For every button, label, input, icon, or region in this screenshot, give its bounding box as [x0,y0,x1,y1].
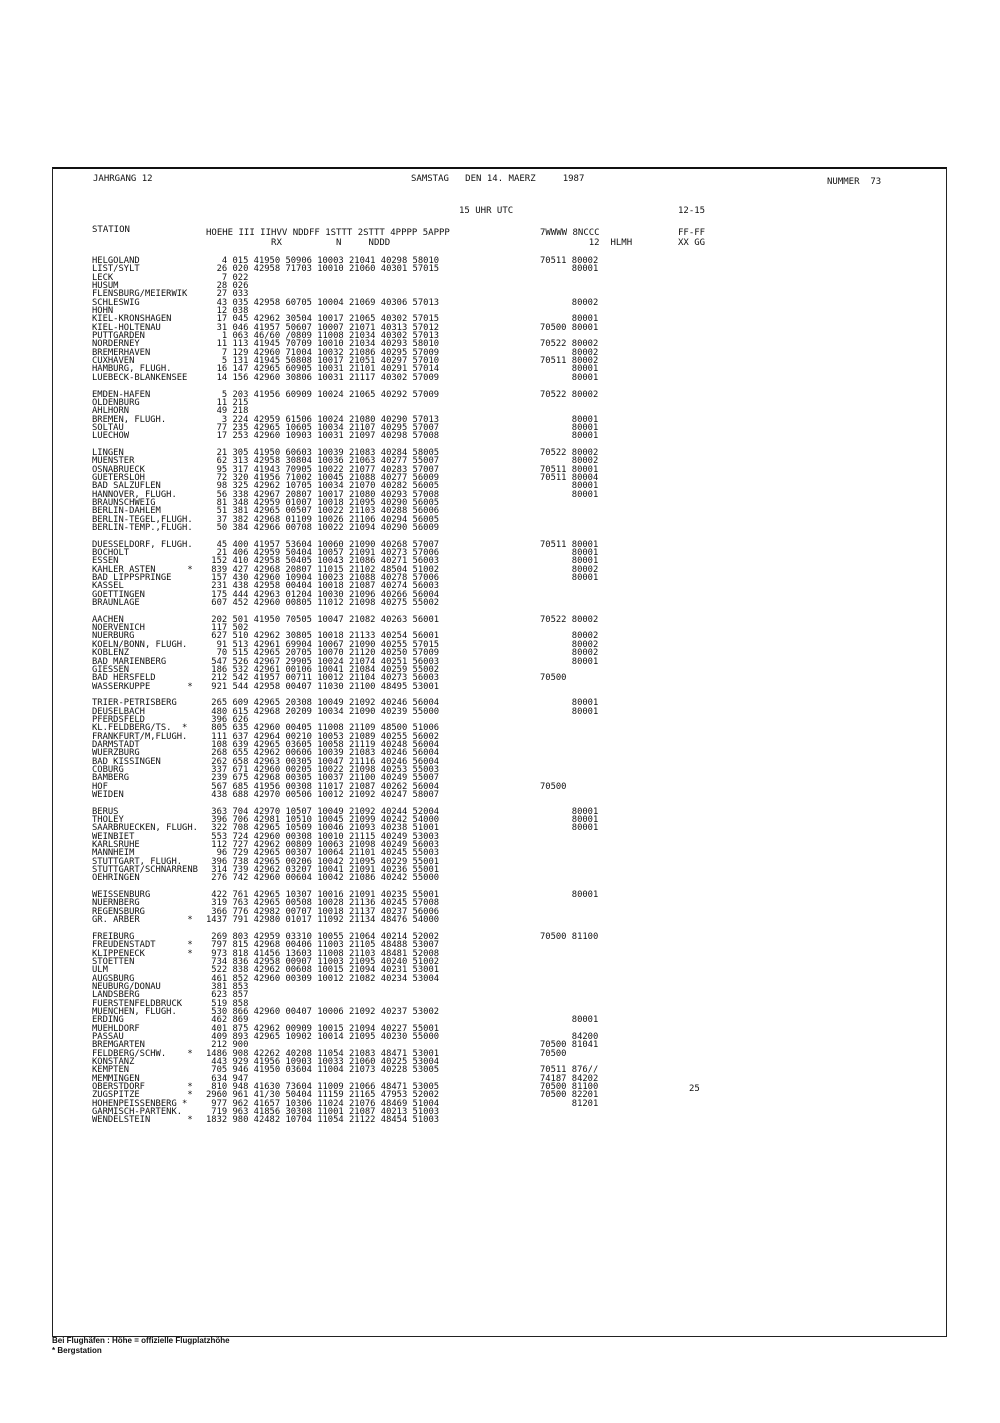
code-column-header: HOEHE III IIHVV NDDFF 1STTT 2STTT 4PPPP 5APPP [206,228,450,238]
wind-gust-subheader: FF-FF [678,228,706,238]
volume-label: JAHRGANG 12 [93,174,153,184]
observation-time: 15 UHR UTC [459,206,514,216]
issue-number: NUMMER 73 [827,177,882,187]
weather-column-subheader: 12 HLMH [540,238,633,248]
wind-gust-units: XX GG [678,238,706,248]
footnote-airport-height: Bei Flughäfen : Höhe = offizielle Flugplatzhöhe [52,1336,230,1345]
wind-gust-header: 12-15 [678,206,706,216]
observation-code-list: 4 015 41950 50906 10003 21041 40298 58010 26 020 42958 71703 10010 21060 40301 57015 7 022 28 026 27 033 43 035 42958 60705 10004 21069 40306 57013 12 038 17 045 42962 30504 10017 21065 40302 57015 31 046 41957 50607 10007 21071 40313 57012 1 063 46/60 /0809 11008 21034 40302 57013 11 113 41945 70709 10010 21034 40293 58010 7 129 42960 71004 10032 21086 40295 57009 5 131 41945 50808 10017 21051 40297 57010 16 147 42965 60905 10031 21101 40291 57014 14 156 42960 30806 10031 21117 40302 57009 5 203 41956 60909 10024 21065 40292 57009 11 215 49 218 3 224 42959 61506 10024 21080 40290 57013 77 235 42965 10605 10034 21107 40295 57007 17 253 42960 10903 10031 21097 40298 57008 21 305 41950 60603 10039 21083 40284 58005 62 313 42958 30804 10036 21063 40277 55007 95 317 41943 70905 10022 21077 40283 57007 72 320 41956 71002 10045 21088 40277 56009 98 325 42962 10705 10034 21070 40282 56005 56 338 42967 20807 10017 21080 40293 57008 81 348 42959 01007 10018 21095 40290 56005 51 381 42965 00507 10022 21103 40288 56006 37 382 42968 01109 10026 21106 40294 56005 50 384 42966 00708 10022 21094 40290 56009 45 400 41957 53604 10060 21090 40268 57007 21 406 42959 50404 10057 21091 40273 57006 152 410 42958 50405 10043 21086 40271 56003 839 427 42968 20807 11015 21102 48504 51002 157 430 42960 10904 10023 21088 40278 57006 231 438 42958 00404 10018 21087 40274 56003 175 444 42963 01204 10030 21096 40266 56004 607 452 42960 00805 11012 21098 40275 55002 202 501 41950 70505 10047 21082 40263 56001 117 502 627 510 42962 30805 10018 21133 40254 56001 91 513 42961 69904 10067 21090 40255 57015 70 515 42965 20705 10070 21120 40250 57009 547 526 42967 29905 10024 21074 40251 56003 186 532 42961 00106 10041 21084 40259 55002 212 542 41957 00711 10012 21104 40273 56003 921 544 42958 00407 11030 21100 48495 53001 265 609 42965 20308 10049 21092 40246 56004 480 615 42968 20209 10034 21090 40239 55000 396 626 805 635 42960 00405 11008 21109 48500 51006 111 637 42964 00210 10053 21089 40255 56002 108 639 42965 03605 10058 21119 40248 56004 268 655 42962 00606 10039 21083 40246 56004 262 658 42963 00305 10047 21116 40246 56004 337 671 42960 00205 10022 21098 40253 55003 239 675 42968 00305 10037 21100 40249 55007 567 685 41956 00308 11017 21087 40262 56004 438 688 42970 00506 10012 21092 40247 58007 363 704 42970 10507 10049 21092 40244 52004 396 706 42981 10510 10045 21099 40242 54000 322 708 42965 10509 10046 21093 40238 51001 553 724 42960 00308 10010 21115 40249 53003 112 727 42962 00809 10063 21098 40249 56003 96 729 42965 00307 10064 21101 40245 55003 396 738 42965 00206 10042 21095 40229 55001 314 739 42962 03207 10041 21091 40236 55001 276 742 42960 00604 10042 21086 40242 55000 422 761 42965 10307 10016 21091 40235 55001 319 763 42965 00508 10028 21136 40245 57008 366 776 42982 00707 10018 21137 40237 56006 1437 791 42980 01017 11092 21134 48476 54000 269 803 42959 03310 10055 21064 40214 52002 797 815 42968 00406 11003 21105 48488 53007 973 818 41456 13603 11008 21103 48481 52008 734 836 42958 00907 11003 21095 40240 51002 522 838 42962 00608 10015 21094 40231 53001 461 852 42960 00309 10012 21082 40234 53004 381 853 623 857 519 858 530 866 42960 00407 10006 21092 40237 53002 462 869 401 875 42962 00909 10015 21094 40227 55001 409 893 42965 10902 10014 21095 40230 55000 212 900 1486 908 42262 40208 11054 21083 48471 53001 443 929 41956 10903 10033 21060 40225 53004 705 946 41950 03604 11004 21073 40228 53005 634 947 810 948 41630 73604 11009 21066 48471 53005 2960 961 41/30 50404 11159 21165 47953 52002 977 962 41657 10306 11024 21076 48469 51004 719 963 41856 30308 11001 21087 40213 51003 1832 980 42482 10704 11054 21122 48454 51003 [206,256,440,1126]
footnote-mountain-station: * Bergstation [52,1345,102,1355]
station-name-list: HELGOLAND LIST/SYLT LECK HUSUM FLENSBURG/MEIERWIK SCHLESWIG HOHN KIEL-KRONSHAGEN KIEL-HOLTENAU PUTTGARDEN NORDERNEY BREMERHAVEN CUXHAVEN HAMBURG, FLUGH. LUEBECK-BLANKENSEE EMDEN-HAFEN OLDENBURG AHLHORN BREMEN, FLUGH. SOLTAU LUECHOW LINGEN MUENSTER OSNABRUECK GUETERSLOH BAD SALZUFLEN HANNOVER, FLUGH. BRAUNSCHWEIG BERLIN-DAHLEM BERLIN-TEGEL,FLUGH. BERLIN-TEMP.,FLUGH. DUESSELDORF, FLUGH. BOCHOLT ESSEN KAHLER ASTEN * BAD LIPPSPRINGE KASSEL GOETTINGEN BRAUNLAGE AACHEN NOERVENICH NUERBURG KOELN/BONN, FLUGH. KOBLENZ BAD MARIENBERG GIESSEN BAD HERSFELD WASSERKUPPE * TRIER-PETRISBERG DEUSELBACH PFERDSFELD KL.FELDBERG/TS. * FRANKFURT/M,FLUGH. DARMSTADT WUERZBURG BAD KISSINGEN COBURG BAMBERG HOF WEIDEN BERUS THOLEY SAARBRUECKEN, FLUGH. WEINBIET KARLSRUHE MANNHEIM STUTTGART, FLUGH. STUTTGART/SCHNARRENB OEHRINGEN WEISSENBURG NUERNBERG REGENSBURG GR. ARBER * FREIBURG FREUDENSTADT * KLIPPENECK * STOETTEN ULM AUGSBURG NEUBURG/DONAU LANDSBERG FUERSTENFELDBRUCK MUENCHEN, FLUGH. ERDING MUEHLDORF PASSAU BREMGARTEN FELDBERG/SCHW. * KONSTANZ KEMPTEN MEMMINGEN OBERSTDORF * ZUGSPITZE * HOHENPEISSENBERG * GARMISCH-PARTENK. WENDELSTEIN * [92,256,198,1126]
station-column-header: STATION [92,225,130,235]
weather-code-list: 70511 80002 80001 80002 80001 70500 80001 70522 80002 80002 70511 80002 80001 80001 70522 80002 80001 80001 80001 70522 80002 80002 70511 80001 70511 80004 80001 80001 70511 80001 80001 80001 80002 80001 70522 80002 80002 80002 80002 80001 70500 80001 80001 70500 80001 80001 80001 80001 70500 81100 80001 84200 70500 81041 70500 70511 876// 74187 84202 70500 81100 70500 82201 81201 [540,256,599,1109]
issue-date: SAMSTAG DEN 14. MAERZ 1987 [411,174,585,184]
footnotes [52,1336,230,1355]
weather-column-header: 7WWWW 8NCCC [540,228,600,238]
page-number: 25 [689,1084,700,1094]
code-column-subheader: RX N NDDD [206,238,391,248]
